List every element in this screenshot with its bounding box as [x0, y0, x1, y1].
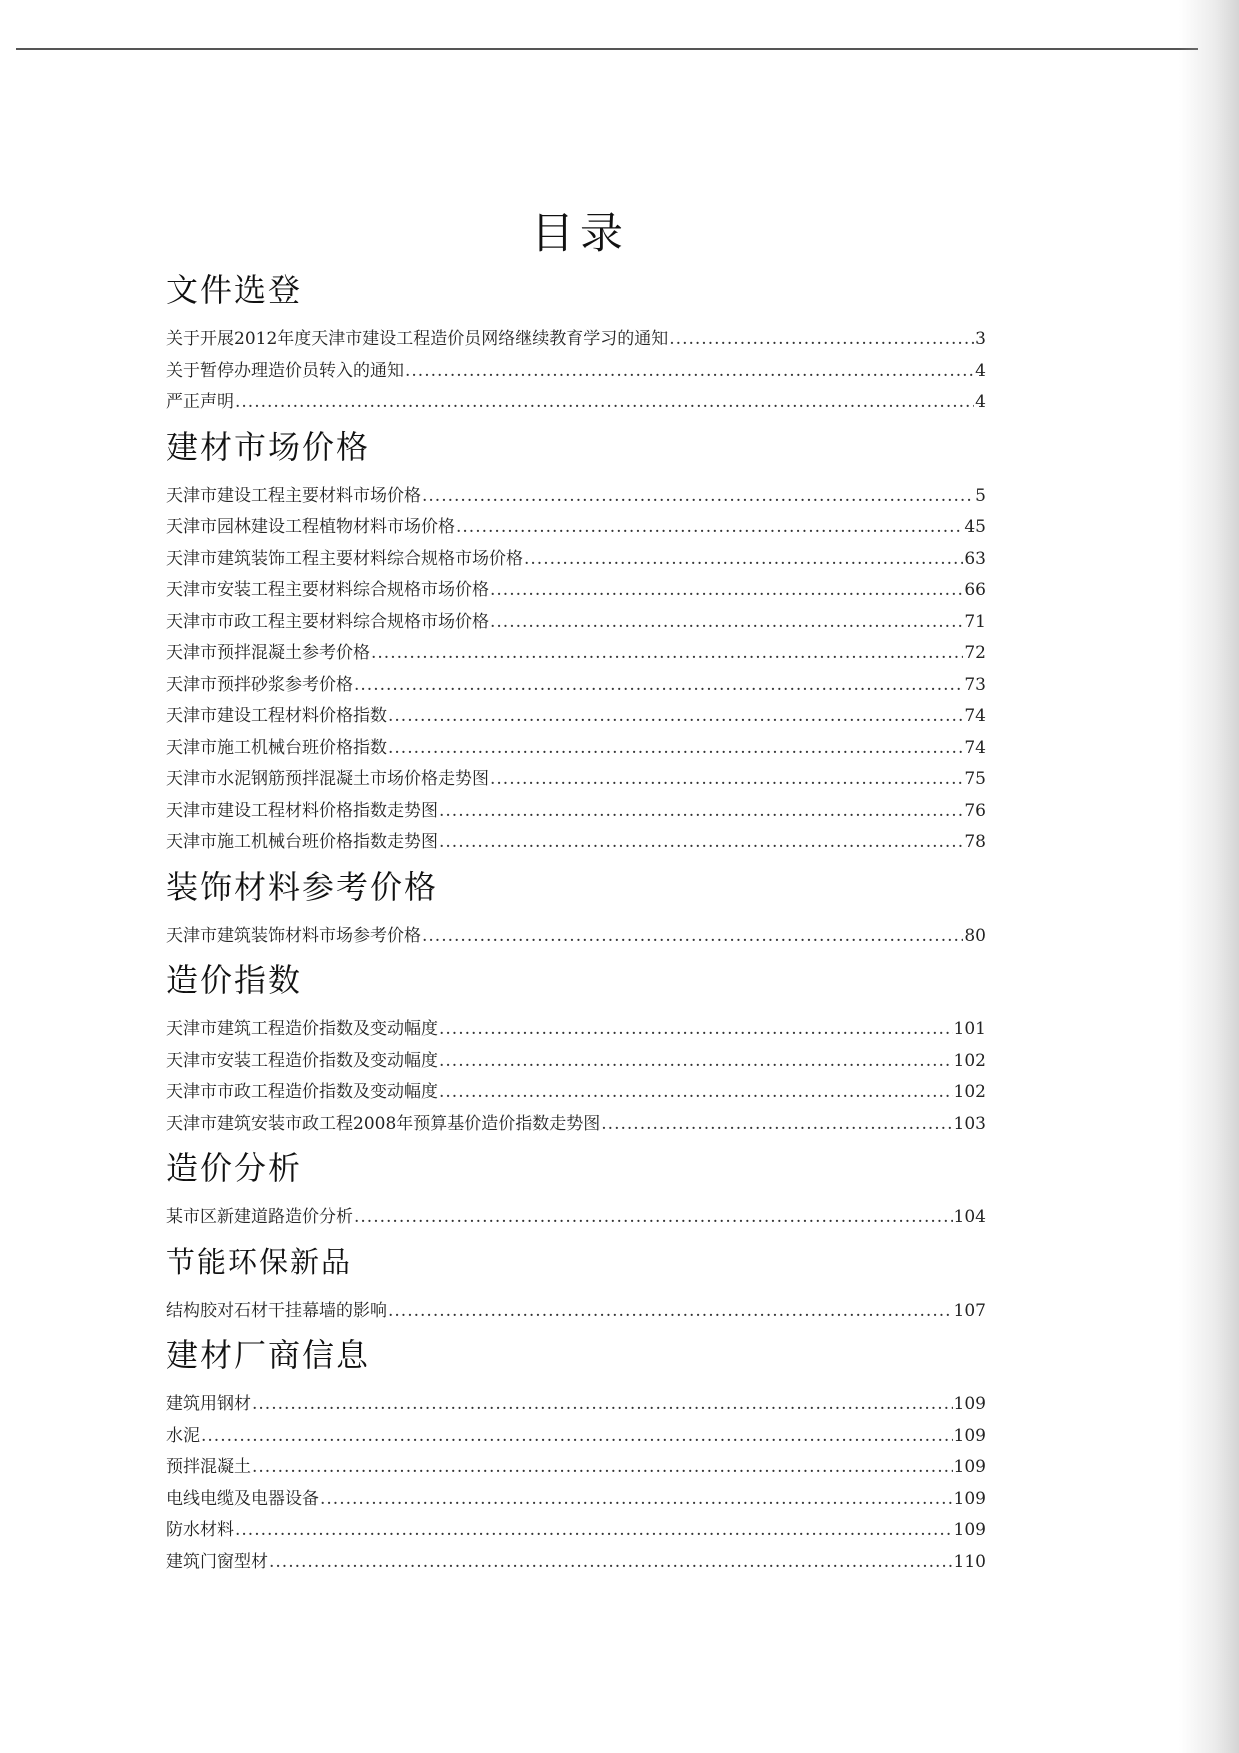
section-entry-list [166, 921, 986, 953]
section-heading: 造价分析 [166, 1149, 303, 1187]
toc-entry-page: 5 [975, 485, 986, 506]
dot-leader [354, 1202, 953, 1234]
toc-entry[interactable] [166, 827, 986, 859]
toc-entry[interactable] [166, 1046, 986, 1078]
dot-leader [439, 827, 963, 859]
table-of-contents [166, 268, 986, 1584]
dot-leader [524, 544, 963, 576]
toc-entry-title: 天津市安装工程造价指数及变动幅度 [166, 1050, 438, 1071]
toc-entry-title: 天津市施工机械台班价格指数 [166, 737, 387, 758]
toc-entry-page: 45 [964, 517, 986, 537]
toc-entry-title: 天津市水泥钢筋预拌混凝土市场价格走势图 [166, 769, 489, 789]
toc-entry-page: 109 [953, 1520, 986, 1540]
dot-leader [388, 733, 963, 765]
toc-entry[interactable] [166, 387, 986, 419]
toc-entry-page: 109 [953, 1488, 986, 1509]
toc-entry[interactable] [166, 1452, 986, 1484]
toc-entry-page: 107 [953, 1300, 986, 1321]
section-heading: 节能环保新品 [166, 1244, 353, 1279]
toc-entry[interactable] [166, 1421, 986, 1453]
toc-entry[interactable] [166, 670, 986, 702]
toc-entry-page: 74 [964, 737, 986, 758]
toc-entry[interactable] [166, 1484, 986, 1516]
toc-entry-title: 天津市安装工程主要材料综合规格市场价格 [166, 580, 489, 600]
toc-entry[interactable] [166, 356, 986, 388]
toc-entry-title: 天津市施工机械台班价格指数走势图 [166, 832, 438, 852]
dot-leader [405, 356, 974, 388]
dot-leader [490, 764, 963, 796]
toc-entry-title: 建筑用钢材 [166, 1394, 251, 1414]
toc-entry-page: 110 [953, 1551, 986, 1572]
toc-entry[interactable] [166, 1077, 986, 1109]
dot-leader [456, 512, 963, 544]
section-heading: 文件选登 [166, 271, 303, 309]
toc-entry-title: 天津市市政工程主要材料综合规格市场价格 [166, 611, 489, 632]
toc-entry-title: 建筑门窗型材 [166, 1551, 268, 1572]
toc-entry-page: 104 [953, 1207, 986, 1227]
dot-leader [354, 670, 963, 702]
scan-edge-shadow [1179, 0, 1239, 1753]
dot-leader [269, 1547, 953, 1579]
section-entry-list [166, 1014, 986, 1140]
dot-leader [601, 1109, 952, 1141]
toc-entry-title: 天津市建筑安装市政工程2008年预算基价造价指数走势图 [166, 1113, 601, 1134]
toc-entry-title: 天津市建筑装饰工程主要材料综合规格市场价格 [166, 548, 523, 569]
toc-entry-page: 74 [964, 706, 986, 726]
section-entry-list [166, 1202, 986, 1234]
toc-entry-page: 76 [964, 800, 986, 821]
toc-entry[interactable] [166, 324, 986, 356]
toc-entry-page: 3 [975, 329, 986, 349]
toc-entry[interactable] [166, 701, 986, 733]
section-entry-list [166, 1389, 986, 1578]
toc-entry[interactable] [166, 575, 986, 607]
toc-entry-page: 102 [953, 1050, 986, 1071]
toc-entry-page: 66 [964, 580, 986, 600]
toc-entry-page: 63 [964, 548, 986, 569]
dot-leader [252, 1389, 953, 1421]
dot-leader [252, 1452, 953, 1484]
toc-entry[interactable] [166, 638, 986, 670]
section-heading: 建材厂商信息 [166, 1336, 371, 1374]
dot-leader [371, 638, 963, 670]
dot-leader [439, 1077, 953, 1109]
section-heading: 装饰材料参考价格 [166, 867, 439, 906]
section-entry-list [166, 324, 986, 419]
dot-leader [439, 796, 963, 828]
dot-leader [235, 387, 974, 419]
toc-entry-title: 预拌混凝土 [166, 1457, 251, 1477]
toc-entry-page: 102 [953, 1082, 986, 1102]
toc-entry-page: 109 [953, 1425, 986, 1446]
toc-entry-title: 关于暂停办理造价员转入的通知 [166, 360, 404, 381]
toc-entry[interactable] [166, 796, 986, 828]
toc-entry[interactable] [166, 607, 986, 639]
dot-leader [490, 575, 963, 607]
page-title: 目录 [531, 209, 629, 259]
dot-leader [388, 701, 963, 733]
toc-entry-page: 4 [975, 392, 986, 412]
dot-leader [422, 481, 974, 513]
toc-entry[interactable] [166, 733, 986, 765]
section-heading: 造价指数 [166, 961, 303, 999]
toc-entry-page: 4 [975, 360, 986, 381]
toc-entry-title: 天津市建设工程材料价格指数走势图 [166, 800, 438, 821]
toc-entry[interactable] [166, 1014, 986, 1046]
toc-entry-title: 天津市建筑工程造价指数及变动幅度 [166, 1019, 438, 1039]
toc-entry-title: 天津市园林建设工程植物材料市场价格 [166, 517, 455, 537]
dot-leader [669, 324, 974, 356]
toc-entry-title: 天津市市政工程造价指数及变动幅度 [166, 1082, 438, 1102]
toc-entry-page: 73 [964, 674, 986, 695]
toc-entry-page: 75 [964, 769, 986, 789]
toc-entry[interactable] [166, 1296, 986, 1328]
dot-leader [422, 921, 963, 953]
toc-entry-title: 防水材料 [166, 1520, 234, 1540]
toc-entry-page: 80 [964, 925, 986, 946]
toc-entry-page: 109 [953, 1457, 986, 1477]
toc-entry-page: 71 [964, 611, 986, 632]
toc-entry[interactable] [166, 1109, 986, 1141]
toc-entry-page: 103 [953, 1113, 986, 1134]
toc-entry-title: 天津市预拌混凝土参考价格 [166, 643, 370, 663]
toc-entry-title: 关于开展2012年度天津市建设工程造价员网络继续教育学习的通知 [166, 329, 669, 349]
toc-entry-page: 109 [953, 1394, 986, 1414]
dot-leader [235, 1515, 953, 1547]
toc-entry-title: 天津市建设工程主要材料市场价格 [166, 485, 421, 506]
section-entry-list [166, 1296, 986, 1328]
section-entry-list [166, 481, 986, 859]
toc-entry[interactable] [166, 481, 986, 513]
toc-entry-page: 101 [953, 1019, 986, 1039]
toc-entry[interactable] [166, 544, 986, 576]
toc-entry[interactable] [166, 1389, 986, 1421]
dot-leader [490, 607, 963, 639]
toc-entry-title: 天津市建设工程材料价格指数 [166, 706, 387, 726]
toc-entry[interactable] [166, 1515, 986, 1547]
toc-entry[interactable] [166, 512, 986, 544]
toc-entry[interactable] [166, 1202, 986, 1234]
section-heading: 建材市场价格 [166, 427, 371, 466]
dot-leader [388, 1296, 953, 1328]
toc-entry-title: 结构胶对石材干挂幕墙的影响 [166, 1300, 387, 1321]
toc-entry[interactable] [166, 764, 986, 796]
top-rule [16, 48, 1198, 50]
dot-leader [201, 1421, 953, 1453]
dot-leader [439, 1014, 953, 1046]
toc-entry-title: 天津市建筑装饰材料市场参考价格 [166, 925, 421, 946]
dot-leader [320, 1484, 953, 1516]
toc-entry-title: 某市区新建道路造价分析 [166, 1207, 353, 1227]
toc-entry[interactable] [166, 1547, 986, 1579]
toc-entry-title: 天津市预拌砂浆参考价格 [166, 674, 353, 695]
toc-entry-title: 电线电缆及电器设备 [166, 1488, 319, 1509]
toc-entry-page: 72 [964, 643, 986, 663]
dot-leader [439, 1046, 953, 1078]
toc-entry[interactable] [166, 921, 986, 953]
toc-entry-title: 严正声明 [166, 392, 234, 412]
toc-entry-title: 水泥 [166, 1425, 200, 1446]
toc-entry-page: 78 [964, 832, 986, 852]
